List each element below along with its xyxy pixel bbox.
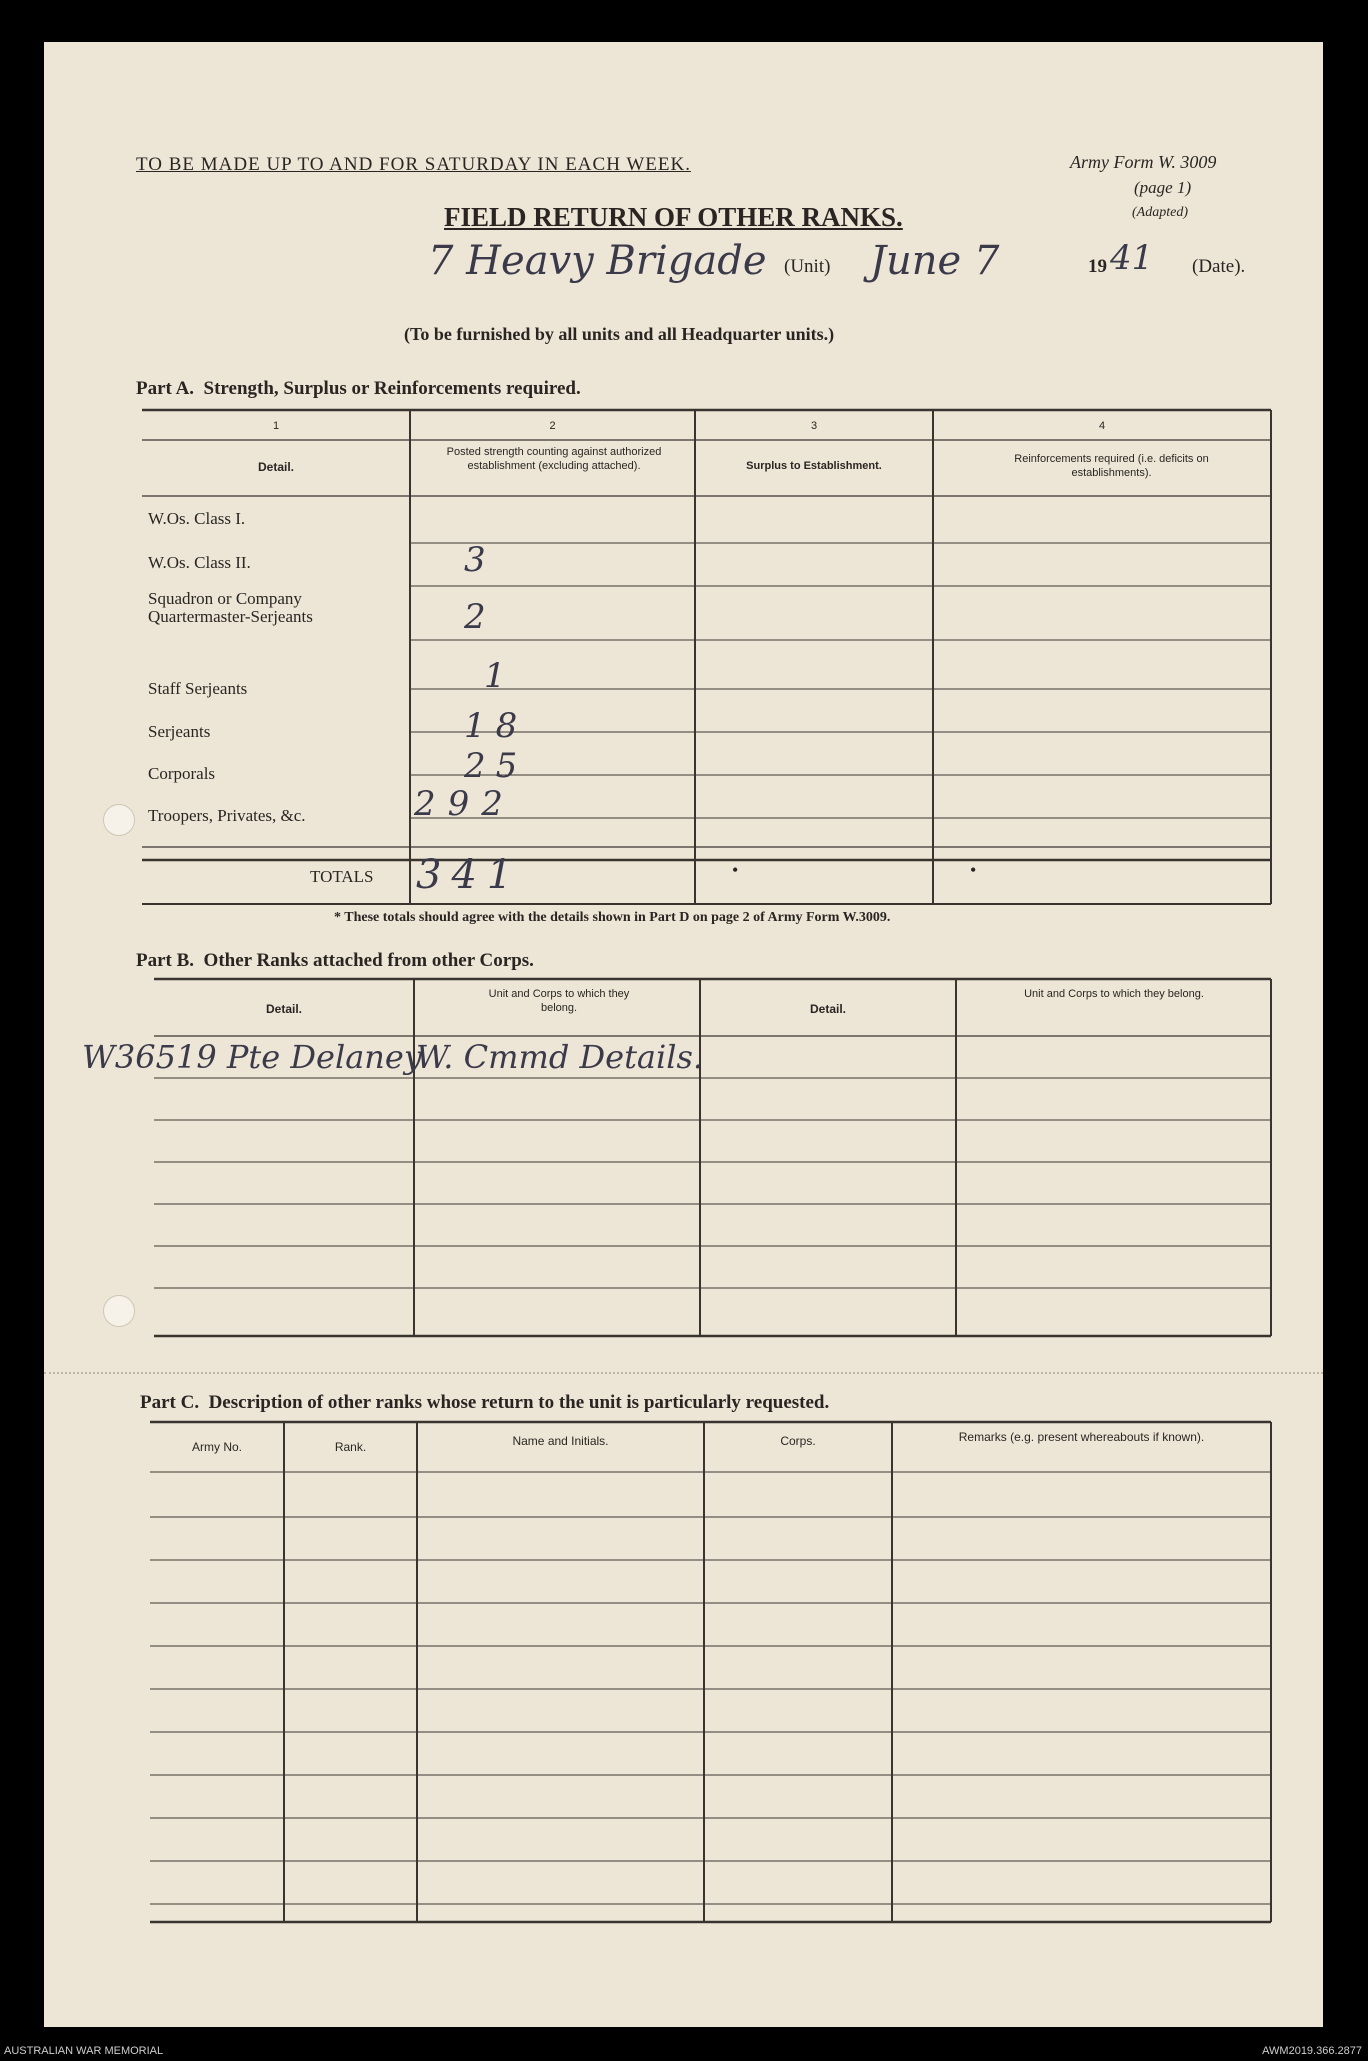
row-label: Staff Serjeants [148,679,248,698]
footer-left: AUSTRALIAN WAR MEMORIAL [4,2045,164,2057]
row-value: 1 [484,656,506,696]
row-label: Squadron or Company Quartermaster-Serjeants [148,589,313,626]
date-value: June 7 [870,238,1000,284]
adapted-note: (Adapted) [1132,205,1188,220]
footer-right: AWM2019.366.2877 [1262,2045,1362,2057]
row-value: 18 [464,706,528,746]
row-label: W.Os. Class II. [148,553,251,572]
row-label: Serjeants [148,722,211,741]
totals-value: 341 [416,852,523,898]
col-header-surplus: Surplus to Establishment. [746,460,882,472]
part-b-heading: Part B. Other Ranks attached from other Corps. [136,950,534,971]
year-value: 41 [1110,238,1154,278]
row-label: W.Os. Class I. [148,509,246,528]
attached-entry-detail: W36519 Pte Delaney [82,1038,422,1076]
col-header-posted-strength: Posted strength counting against authorized establishment (excluding attached). [446,446,662,472]
totals-mark-surplus: • [732,860,739,880]
totals-label: TOTALS [310,867,374,886]
totals-footnote: * These totals should agree with the details shown in Part D on page 2 of Army Form W.3009. [334,910,891,925]
page-number: (page 1) [1134,178,1192,197]
year-prefix: 19 [1088,256,1107,277]
col-header-army-no: Army No. [191,1440,242,1454]
col-header-detail: Detail. [265,1002,302,1016]
col-header-detail: Detail. [257,460,294,474]
form-ruling [44,42,1323,2027]
col-number: 3 [810,420,818,432]
col-header-reinforcements: Reinforcements required (i.e. deficits on establishments). [1014,453,1209,479]
form-title: FIELD RETURN OF OTHER RANKS. [444,202,903,232]
part-c-heading: Part C. Description of other ranks whose return to the unit is particularly requested. [140,1392,830,1413]
unit-value: 7 Heavy Brigade [428,238,767,284]
row-value: 25 [464,746,528,786]
form-sheet [44,42,1323,2027]
furnish-note: (To be furnished by all units and all Headquarter units.) [404,324,835,344]
form-id: Army Form W. 3009 [1070,152,1217,172]
attached-entry-unit: W. Cmmd Details. [416,1038,704,1076]
row-value: 2 [464,597,486,637]
col-header-rank: Rank. [334,1440,367,1454]
col-header-unit-corps-2: Unit and Corps to which they belong. [1024,988,1204,1000]
part-a-heading: Part A. Strength, Surplus or Reinforcements required. [136,378,581,399]
weekly-instruction: TO BE MADE UP TO AND FOR SATURDAY IN EACH WEEK. [136,154,691,175]
row-label: Troopers, Privates, &c. [148,806,306,825]
row-value: 3 [464,540,486,580]
row-label: Corporals [148,764,216,783]
totals-mark-reinforcements: • [970,860,977,880]
col-number: 1 [272,420,280,432]
col-header-unit-corps: Unit and Corps to which they belong. [488,988,630,1014]
col-header-detail-2: Detail. [809,1002,846,1016]
unit-label: (Unit) [784,256,831,277]
col-header-corps: Corps. [780,1434,816,1448]
row-value: 292 [414,784,515,824]
col-header-name: Name and Initials. [512,1434,609,1448]
col-number: 2 [549,420,556,432]
col-header-remarks: Remarks (e.g. present whereabouts if known). [958,1430,1205,1444]
date-label: (Date). [1192,256,1246,277]
col-number: 4 [1098,420,1106,432]
